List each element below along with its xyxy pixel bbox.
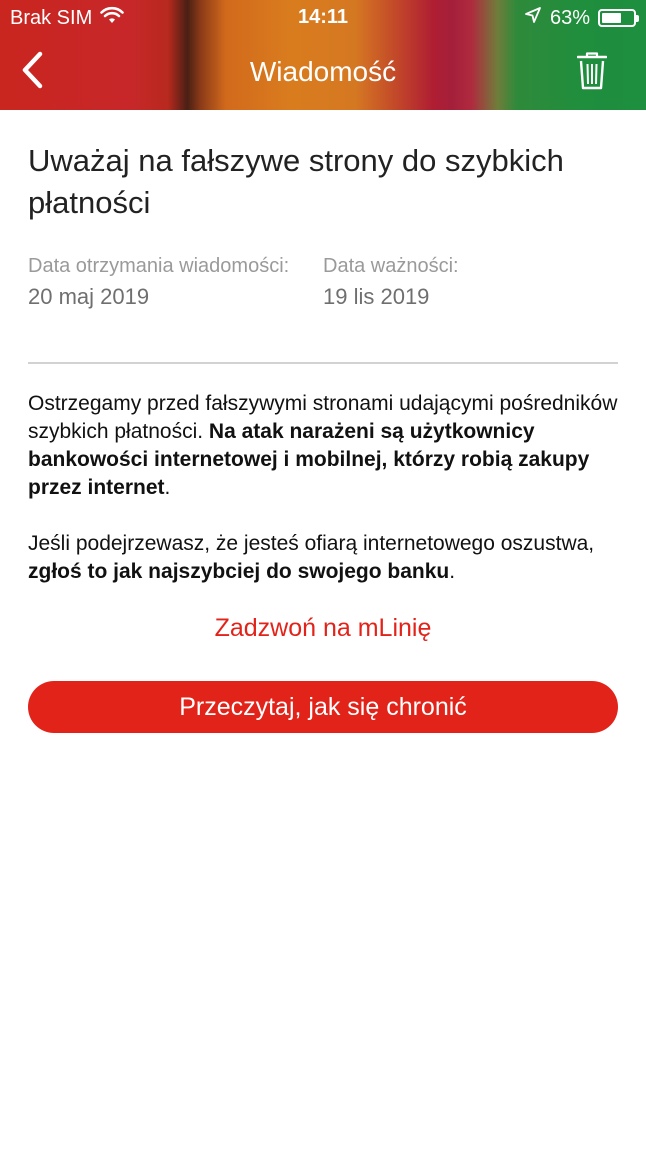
paragraph-advice-end: . — [449, 560, 456, 583]
message-body — [28, 390, 618, 586]
battery-level — [602, 13, 621, 23]
message-title: Uważaj na fałszywe strony do szybkich płatności — [28, 143, 564, 220]
dates-row — [28, 252, 618, 312]
received-date — [28, 252, 323, 312]
delete-button[interactable] — [572, 52, 612, 94]
paragraph-warning-text: Ostrzegamy przed fałszywymi stronami udającymi pośredników szybkich płatności. — [28, 392, 618, 443]
page-title: Wiadomość — [249, 56, 397, 87]
expiry-date-value: 19 lis 2019 — [323, 284, 430, 309]
received-date-label: Data otrzymania wiadomości: — [28, 255, 290, 277]
status-bar — [0, 0, 646, 36]
paragraph-advice — [28, 530, 618, 586]
trash-icon — [577, 52, 607, 95]
message-content — [28, 110, 618, 733]
expiry-date — [323, 252, 618, 312]
paragraph-advice-bold: zgłoś to jak najszybciej do swojego banku — [28, 560, 450, 583]
battery-icon — [598, 9, 636, 27]
read-protection-button[interactable]: Przeczytaj, jak się chronić — [28, 681, 618, 733]
carrier-label: Brak SIM — [10, 6, 93, 29]
expiry-date-label: Data ważności: — [323, 255, 459, 277]
location-arrow-icon — [524, 6, 542, 30]
received-date-value: 20 maj 2019 — [28, 284, 150, 309]
clock: 14:11 — [297, 6, 349, 28]
call-mlinia-link[interactable]: Zadzwoń na mLinię — [214, 614, 432, 642]
paragraph-warning-end: . — [164, 476, 171, 499]
battery-percent: 63% — [549, 6, 590, 29]
header — [0, 0, 646, 110]
paragraph-advice-text: Jeśli podejrzewasz, że jesteś ofiarą internetowego oszustwa, — [28, 532, 595, 555]
divider — [28, 362, 618, 364]
nav-bar — [0, 36, 646, 110]
paragraph-warning — [28, 390, 618, 502]
status-right — [524, 6, 636, 30]
paragraph-warning-bold: Na atak narażeni są użytkownicy bankowości internetowej i mobilnej, którzy robią zakupy przez internet — [28, 420, 590, 499]
